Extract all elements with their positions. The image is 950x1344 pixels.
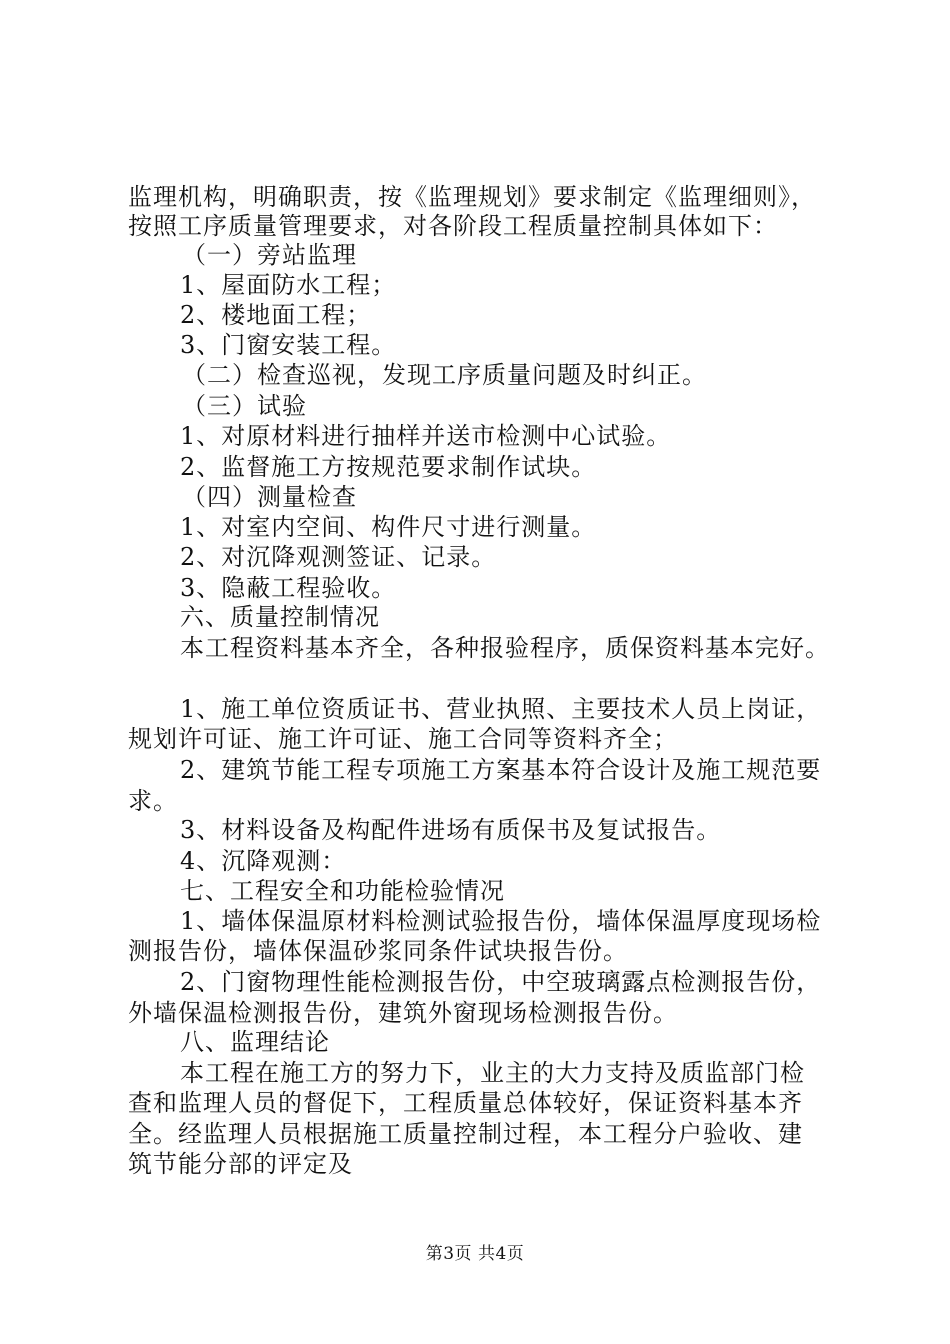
list-item: 2、对沉降观测签证、记录。 [180, 543, 497, 571]
paragraph-line: 测报告份，墙体保温砂浆同条件试块报告份。 [128, 937, 628, 965]
list-item: 2、建筑节能工程专项施工方案基本符合设计及施工规范要 [180, 756, 822, 784]
section-heading-2: （二）检查巡视，发现工序质量问题及时纠正。 [182, 361, 707, 389]
paragraph-line: 规划许可证、施工许可证、施工合同等资料齐全； [128, 725, 678, 753]
paragraph-line: 本工程资料基本齐全，各种报验程序，质保资料基本完好。 [180, 634, 830, 662]
page-number: 第3页 共4页 [425, 1244, 525, 1264]
list-item: 1、对原材料进行抽样并送市检测中心试验。 [180, 422, 672, 450]
section-heading-4: （四）测量检查 [182, 483, 357, 511]
list-item: 4、沉降观测： [180, 847, 347, 875]
paragraph-line: 本工程在施工方的努力下，业主的大力支持及质监部门检 [180, 1059, 805, 1087]
section-heading-six: 六、质量控制情况 [180, 603, 380, 631]
section-heading-seven: 七、工程安全和功能检验情况 [180, 877, 505, 905]
section-heading-eight: 八、监理结论 [180, 1028, 330, 1056]
body-line-2: 按照工序质量管理要求，对各阶段工程质量控制具体如下： [128, 212, 778, 240]
paragraph-line: 筑节能分部的评定及 [128, 1150, 353, 1178]
paragraph-line: 全。经监理人员根据施工质量控制过程，本工程分户验收、建 [128, 1120, 803, 1148]
list-item: 1、对室内空间、构件尺寸进行测量。 [180, 513, 597, 541]
section-heading-1: （一）旁站监理 [182, 241, 357, 269]
paragraph-line: 求。 [128, 787, 178, 815]
list-item: 1、屋面防水工程； [180, 271, 397, 299]
list-item: 2、门窗物理性能检测报告份，中空玻璃露点检测报告份， [180, 968, 822, 996]
body-line-1: 监理机构，明确职责，按《监理规划》要求制定《监理细则》， [128, 183, 816, 211]
list-item: 3、隐蔽工程验收。 [180, 574, 397, 602]
list-item: 2、监督施工方按规范要求制作试块。 [180, 453, 597, 481]
paragraph-line: 外墙保温检测报告份，建筑外窗现场检测报告份。 [128, 999, 678, 1027]
paragraph-line: 查和监理人员的督促下，工程质量总体较好，保证资料基本齐 [128, 1089, 803, 1117]
list-item: 1、施工单位资质证书、营业执照、主要技术人员上岗证， [180, 695, 822, 723]
list-item: 3、门窗安装工程。 [180, 331, 397, 359]
section-heading-3: （三）试验 [182, 392, 307, 420]
list-item: 3、材料设备及构配件进场有质保书及复试报告。 [180, 816, 722, 844]
list-item: 2、楼地面工程； [180, 301, 372, 329]
list-item: 1、墙体保温原材料检测试验报告份，墙体保温厚度现场检 [180, 907, 822, 935]
